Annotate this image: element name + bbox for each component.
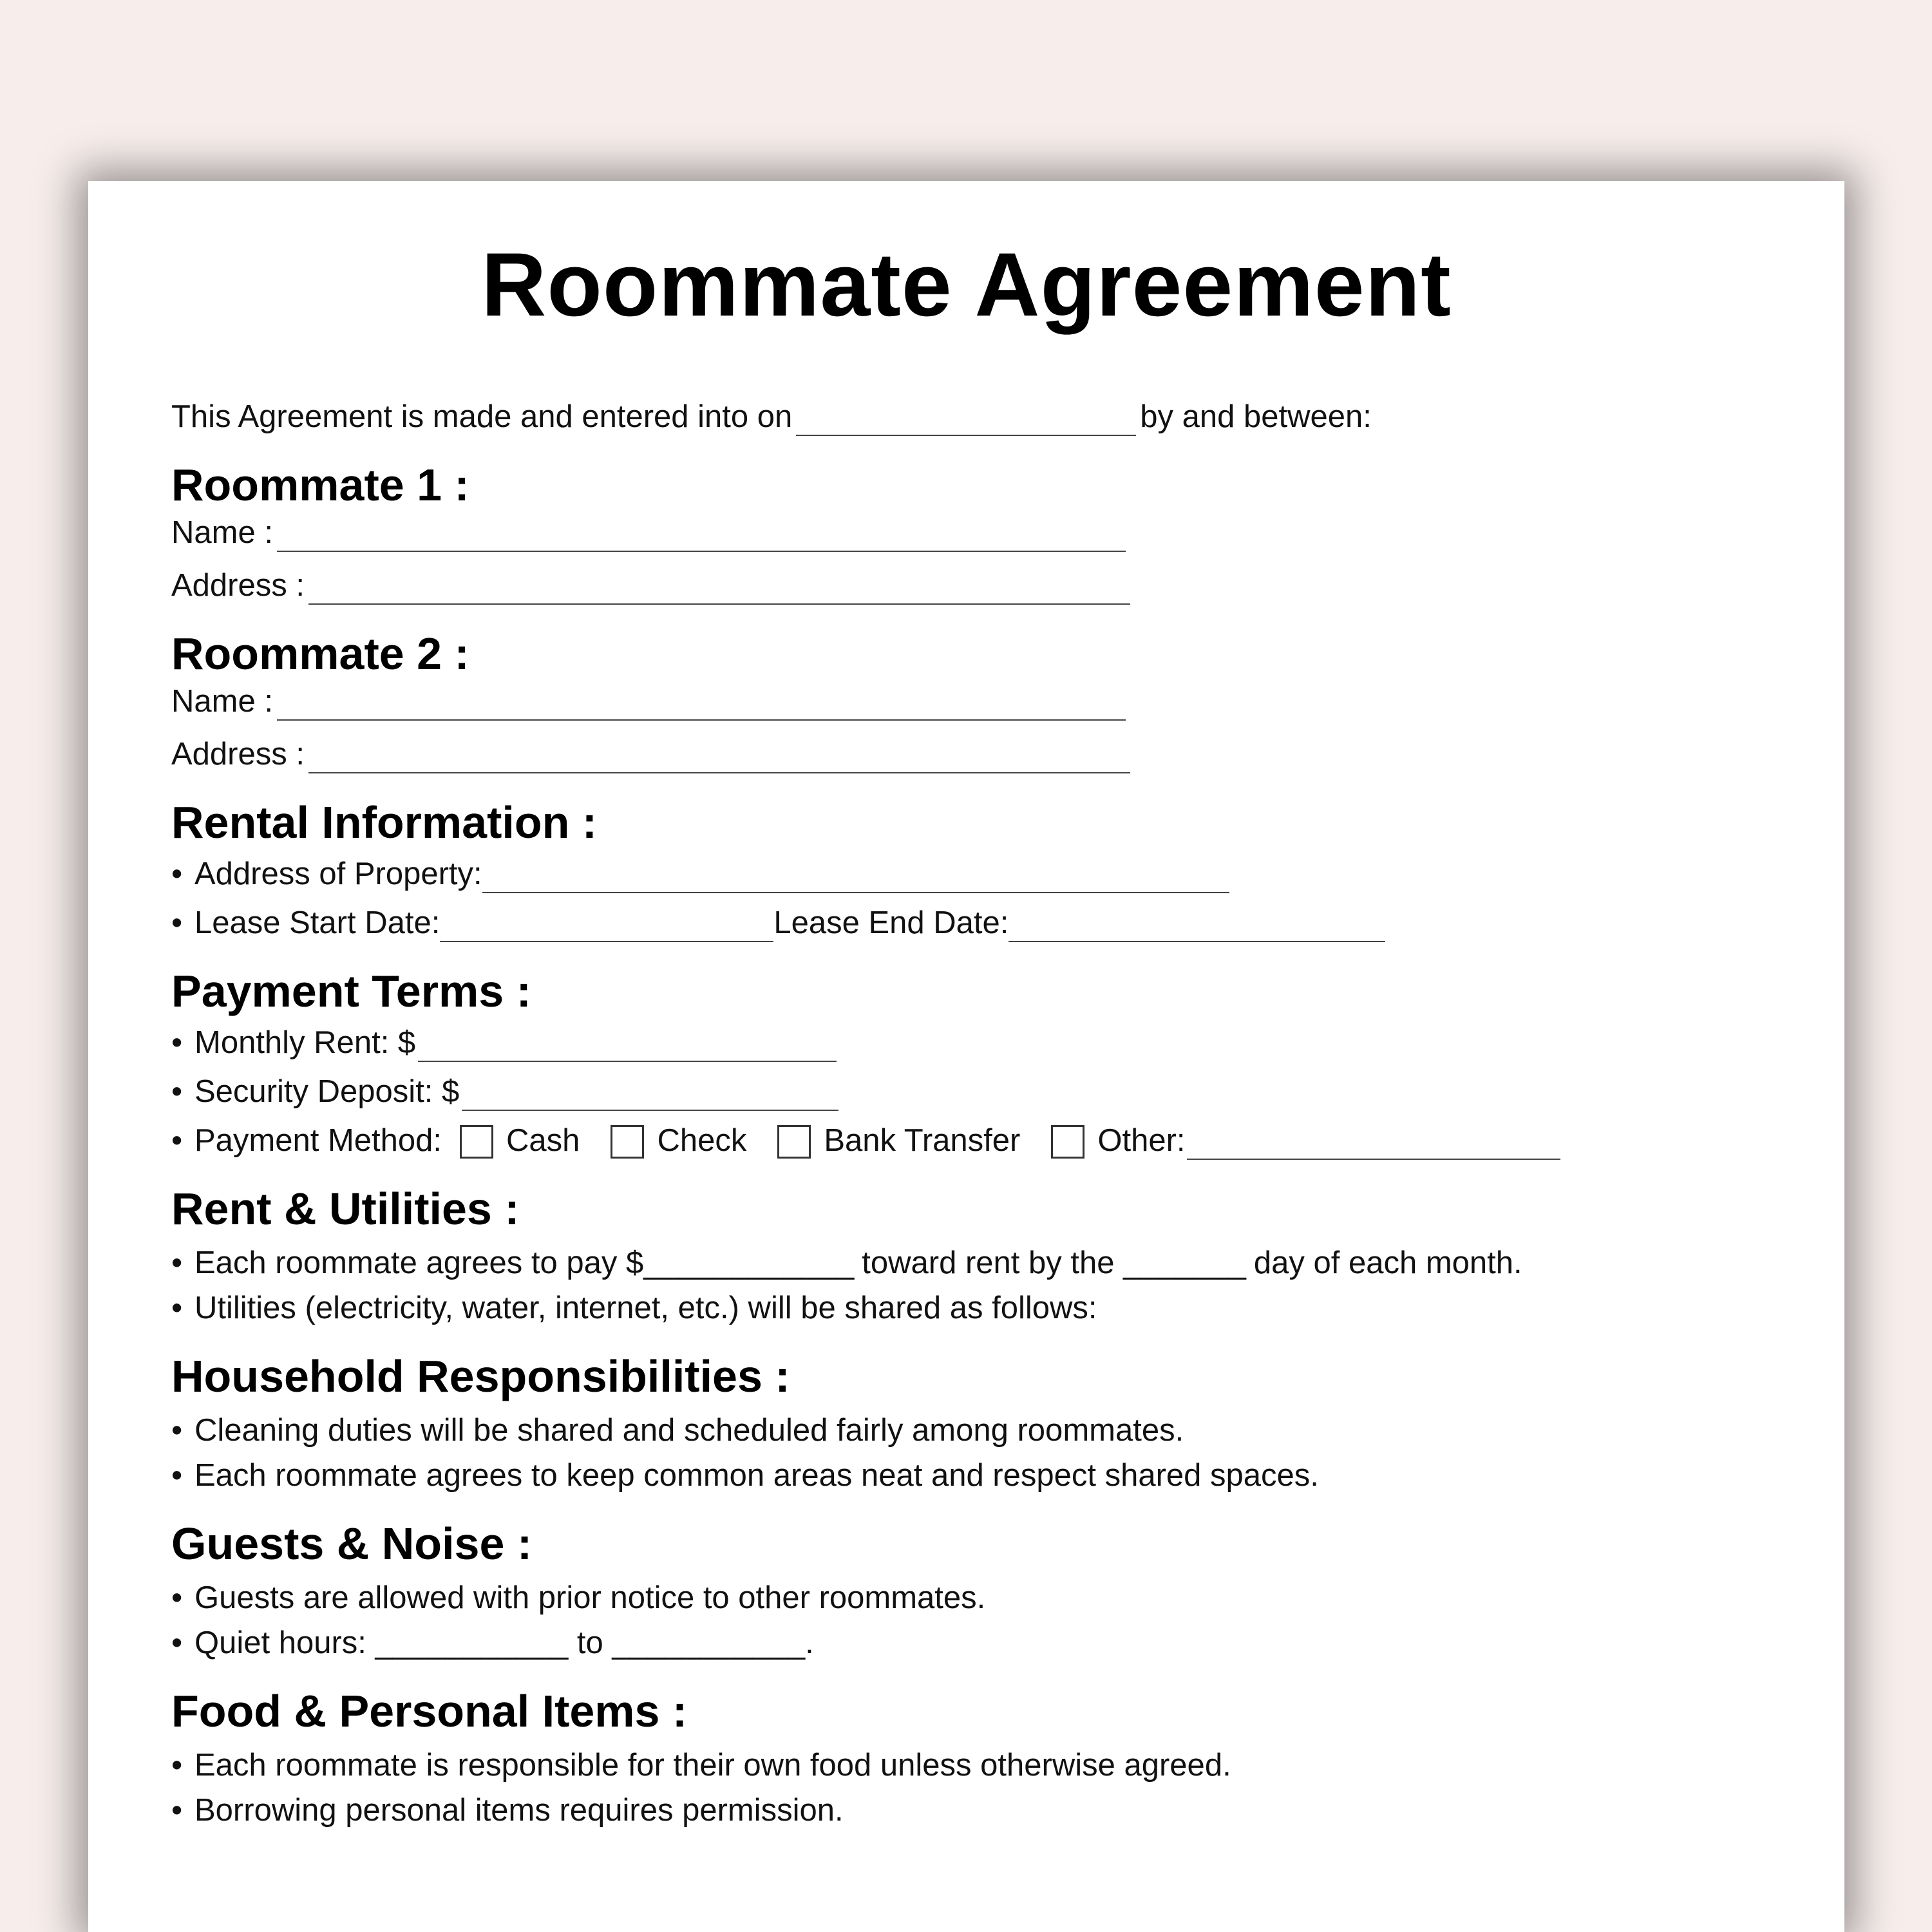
household-item xyxy=(171,1456,1768,1495)
monthly-rent-label: • Monthly Rent: $ xyxy=(194,1025,416,1060)
quiet-hours-row xyxy=(171,1624,1768,1662)
rental-heading: Rental Information : xyxy=(171,797,598,848)
check-checkbox[interactable] xyxy=(611,1125,644,1159)
roommate2-name-label: Name : xyxy=(171,684,273,719)
guests-item-text: • Guests are allowed with prior notice to other roommates. xyxy=(194,1580,986,1615)
security-deposit-field[interactable] xyxy=(462,1076,838,1111)
guests-item xyxy=(171,1578,1768,1617)
roommate2-address-field[interactable] xyxy=(308,739,1130,773)
household-heading: Household Responsibilities : xyxy=(171,1351,790,1401)
food-item xyxy=(171,1791,1768,1830)
payment-method-label: • Payment Method: xyxy=(194,1123,442,1158)
agreement-body xyxy=(171,393,1768,1830)
rent-payment-text-a: • Each roommate agrees to pay $____________ xyxy=(194,1245,855,1280)
lease-start-label: • Lease Start Date: xyxy=(194,905,440,940)
food-item-text: • Each roommate is responsible for their own food unless otherwise agreed. xyxy=(194,1748,1231,1783)
check-option-label: Check xyxy=(657,1123,747,1158)
bank-transfer-option-label: Bank Transfer xyxy=(824,1123,1021,1158)
household-item-text: • Each roommate agrees to keep common areas neat and respect shared spaces. xyxy=(194,1458,1319,1493)
guests-heading: Guests & Noise : xyxy=(171,1519,533,1569)
monthly-rent-field[interactable] xyxy=(418,1027,837,1062)
roommate1-name-row xyxy=(171,513,1768,552)
rent-payment-text-c: day of each month. xyxy=(1253,1245,1522,1280)
other-checkbox[interactable] xyxy=(1051,1125,1084,1159)
roommate2-address-row xyxy=(171,735,1768,773)
payment-heading: Payment Terms : xyxy=(171,966,531,1016)
quiet-hours-text: • Quiet hours: ___________ to ___________. xyxy=(194,1625,814,1660)
roommate1-address-field[interactable] xyxy=(308,570,1130,605)
rent-payment-text-b: toward rent by the _______ xyxy=(862,1245,1246,1280)
household-item-text: • Cleaning duties will be shared and scheduled fairly among roommates. xyxy=(194,1413,1184,1448)
other-method-field[interactable] xyxy=(1187,1125,1560,1160)
utilities-line xyxy=(171,1289,1768,1327)
lease-start-field[interactable] xyxy=(440,907,773,942)
roommate1-name-field[interactable] xyxy=(277,517,1126,552)
cash-checkbox[interactable] xyxy=(460,1125,493,1159)
lease-end-field[interactable] xyxy=(1009,907,1385,942)
page-title: Roommate Agreement xyxy=(481,234,1452,335)
security-deposit-label: • Security Deposit: $ xyxy=(194,1074,460,1109)
intro-text-end: by and between: xyxy=(1140,399,1372,434)
other-option-label: Other: xyxy=(1097,1123,1186,1158)
utilities-text: • Utilities (electricity, water, internet, etc.) will be shared as follows: xyxy=(194,1291,1097,1325)
agreement-date-field[interactable] xyxy=(796,401,1136,436)
food-item-text: • Borrowing personal items requires permission. xyxy=(194,1793,844,1828)
lease-end-label: Lease End Date: xyxy=(773,905,1009,940)
agreement-page xyxy=(88,181,1844,1932)
roommate1-heading: Roommate 1 : xyxy=(171,460,469,510)
roommate2-address-label: Address : xyxy=(171,737,305,772)
intro-line xyxy=(171,393,1768,436)
intro-text: This Agreement is made and entered into on xyxy=(171,399,793,434)
roommate2-name-field[interactable] xyxy=(277,686,1126,721)
roommate1-address-row xyxy=(171,566,1768,605)
bank-transfer-checkbox[interactable] xyxy=(777,1125,811,1159)
security-deposit-row xyxy=(171,1072,1768,1111)
household-item xyxy=(171,1411,1768,1450)
property-address-label: • Address of Property: xyxy=(194,857,482,891)
property-address-row xyxy=(171,855,1768,893)
roommate1-name-label: Name : xyxy=(171,515,273,550)
monthly-rent-row xyxy=(171,1023,1768,1062)
payment-method-row xyxy=(171,1121,1768,1160)
rent-utilities-heading: Rent & Utilities : xyxy=(171,1184,520,1234)
food-item xyxy=(171,1746,1768,1785)
roommate2-name-row xyxy=(171,682,1768,721)
lease-dates-row xyxy=(171,904,1768,942)
roommate1-address-label: Address : xyxy=(171,568,305,603)
roommate2-heading: Roommate 2 : xyxy=(171,629,469,679)
property-address-field[interactable] xyxy=(482,858,1229,893)
rent-payment-line xyxy=(171,1244,1768,1282)
food-heading: Food & Personal Items : xyxy=(171,1686,688,1736)
cash-option-label: Cash xyxy=(506,1123,580,1158)
